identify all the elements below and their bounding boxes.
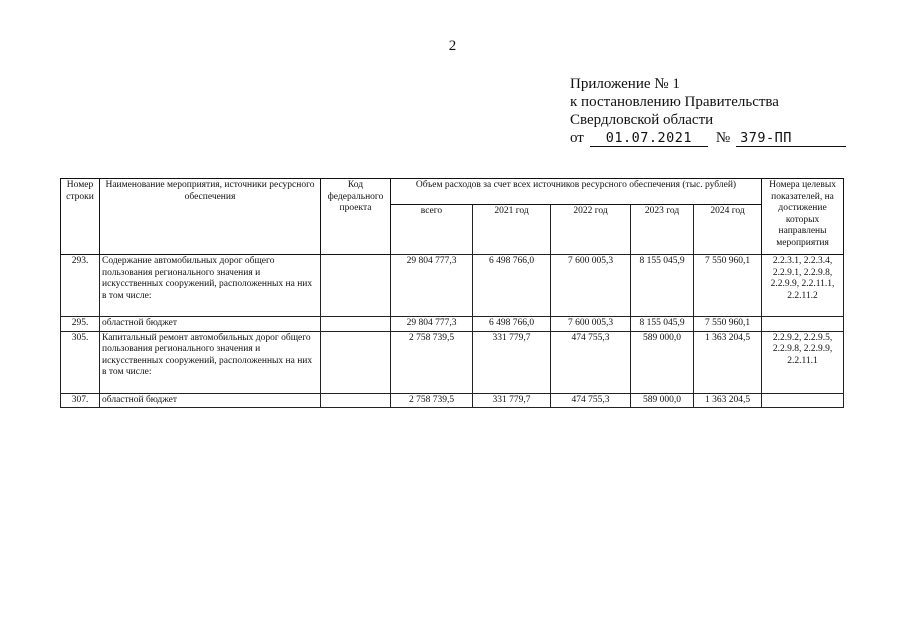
row-code — [321, 255, 391, 317]
appendix-header — [570, 75, 846, 147]
row-code — [321, 393, 391, 408]
row-targets: 2.2.3.1, 2.2.3.4, 2.2.9.1, 2.2.9.8, 2.2.9.9, 2.2.11.1, 2.2.11.2 — [762, 255, 844, 317]
header-total: всего — [391, 205, 473, 255]
appendix-decree: к постановлению Правительства — [570, 94, 779, 110]
row-name-text: Содержание автомобильных дорог общего пользования регионального значения и искусственных сооружений, расположенных на них — [102, 256, 313, 290]
row-2024: 1 363 204,5 — [694, 393, 762, 408]
row-name: областной бюджет — [100, 393, 321, 408]
row-2022: 7 600 005,3 — [551, 317, 631, 332]
row-total: 29 804 777,3 — [391, 255, 473, 317]
row-name-sub: в том числе: — [102, 290, 152, 301]
expenses-table — [60, 178, 844, 408]
row-2022: 474 755,3 — [551, 331, 631, 393]
row-2023: 589 000,0 — [631, 393, 694, 408]
row-total: 29 804 777,3 — [391, 317, 473, 332]
row-2021: 331 779,7 — [473, 393, 551, 408]
header-row-number: Номер строки — [61, 179, 100, 255]
page-number: 2 — [448, 38, 457, 54]
row-2022: 7 600 005,3 — [551, 255, 631, 317]
table-row — [61, 331, 844, 393]
row-name: областной бюджет — [100, 317, 321, 332]
table-row — [61, 317, 844, 332]
row-number: 293. — [61, 255, 100, 317]
row-targets — [762, 317, 844, 332]
row-code — [321, 331, 391, 393]
row-2024: 7 550 960,1 — [694, 255, 762, 317]
row-targets: 2.2.9.2, 2.2.9.5, 2.2.9.8, 2.2.9.9, 2.2.11.1 — [762, 331, 844, 393]
row-2023: 8 155 045,9 — [631, 317, 694, 332]
row-2021: 6 498 766,0 — [473, 317, 551, 332]
row-2024: 7 550 960,1 — [694, 317, 762, 332]
table-row — [61, 393, 844, 408]
decree-date: 01.07.2021 — [590, 131, 708, 147]
row-total: 2 758 739,5 — [391, 331, 473, 393]
header-2022: 2022 год — [551, 205, 631, 255]
header-2023: 2023 год — [631, 205, 694, 255]
row-2021: 331 779,7 — [473, 331, 551, 393]
row-number: 307. — [61, 393, 100, 408]
row-name — [100, 331, 321, 393]
row-targets — [762, 393, 844, 408]
appendix-date-line — [570, 129, 846, 147]
header-2021: 2021 год — [473, 205, 551, 255]
header-expenses: Объем расходов за счет всех источников ресурсного обеспечения (тыс. рублей) — [391, 179, 762, 205]
table-row — [61, 255, 844, 317]
from-label: от — [570, 130, 584, 146]
header-name: Наименование мероприятия, источники ресурсного обеспечения — [100, 179, 321, 255]
row-2024: 1 363 204,5 — [694, 331, 762, 393]
row-2023: 8 155 045,9 — [631, 255, 694, 317]
row-2021: 6 498 766,0 — [473, 255, 551, 317]
appendix-title: Приложение № 1 — [570, 76, 680, 92]
header-2024: 2024 год — [694, 205, 762, 255]
header-code: Код федерального проекта — [321, 179, 391, 255]
header-targets: Номера целевых показателей, на достижение которых направлены мероприятия — [762, 179, 844, 255]
row-code — [321, 317, 391, 332]
row-total: 2 758 739,5 — [391, 393, 473, 408]
row-number: 305. — [61, 331, 100, 393]
decree-number: 379-ПП — [736, 131, 846, 147]
row-name-sub: в том числе: — [102, 367, 152, 378]
row-2023: 589 000,0 — [631, 331, 694, 393]
row-2022: 474 755,3 — [551, 393, 631, 408]
row-number: 295. — [61, 317, 100, 332]
row-name — [100, 255, 321, 317]
appendix-region: Свердловской области — [570, 112, 714, 128]
number-label: № — [715, 130, 731, 146]
row-name-text: Капитальный ремонт автомобильных дорог общего пользования регионального значения и искусственных сооружений, расположенных на них — [102, 332, 313, 366]
